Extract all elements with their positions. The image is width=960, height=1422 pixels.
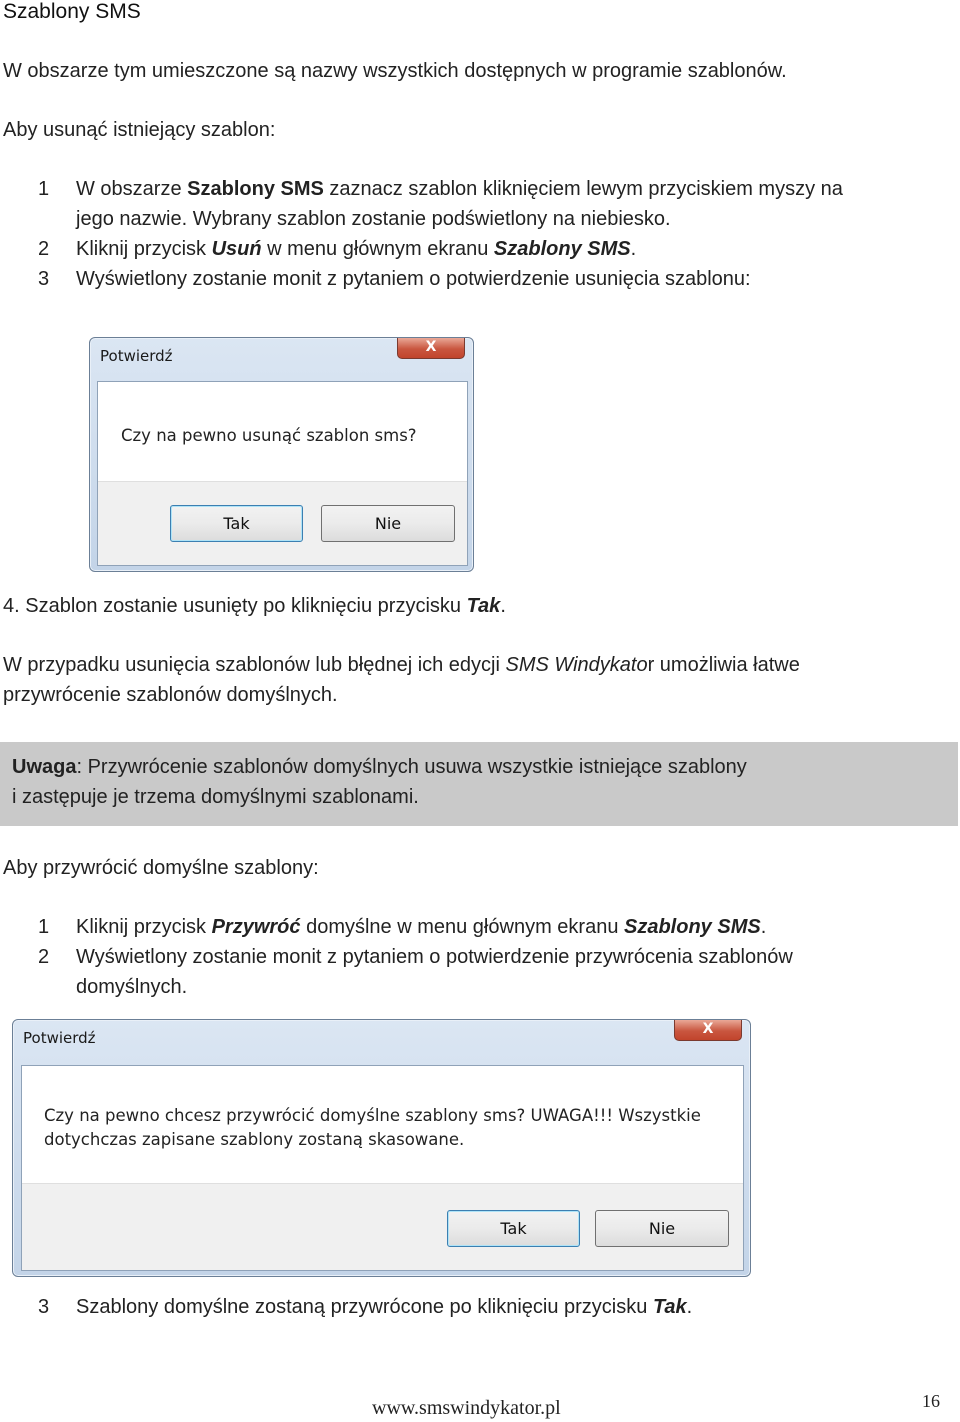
step-text: Kliknij przycisk bbox=[76, 238, 212, 260]
step-text: . bbox=[760, 916, 767, 938]
close-icon[interactable]: X bbox=[674, 1020, 742, 1041]
step-text: w menu głównym ekranu bbox=[261, 238, 494, 260]
close-icon[interactable]: X bbox=[397, 338, 465, 359]
note-box bbox=[0, 742, 958, 826]
step-text: W obszarze bbox=[76, 178, 188, 200]
step-text: . bbox=[500, 595, 506, 617]
step-bold: Szablony SMS bbox=[187, 178, 324, 200]
step-number: 1 bbox=[38, 916, 50, 938]
delete-step-4 bbox=[3, 591, 506, 621]
dialog-message-line-2: dotychczas zapisane szablony zostaną skasowane. bbox=[44, 1130, 465, 1149]
confirm-delete-dialog bbox=[89, 337, 474, 572]
delete-heading: Aby usunąć istniejący szablon: bbox=[3, 119, 276, 141]
restore-info-line-1 bbox=[3, 650, 800, 680]
step-bold-italic: Szablony SMS bbox=[624, 916, 761, 938]
step-bold-italic: Szablony SMS bbox=[493, 238, 631, 260]
note-line-2: i zastępuje je trzema domyślnymi szablonami. bbox=[12, 786, 419, 808]
page-title: Szablony SMS bbox=[3, 0, 141, 23]
text: r umożliwia łatwe bbox=[647, 654, 800, 676]
intro-paragraph: W obszarze tym umieszczone są nazwy wszystkich dostępnych w programie szablonów. bbox=[3, 60, 787, 82]
text: W przypadku usunięcia szablonów lub błędnej ich edycji bbox=[3, 654, 506, 676]
note-label: Uwaga bbox=[12, 756, 77, 778]
step-number: 2 bbox=[38, 946, 50, 968]
restore-info-line-2: przywrócenie szablonów domyślnych. bbox=[3, 684, 338, 706]
delete-step-1 bbox=[38, 174, 843, 204]
step-text: . bbox=[686, 1296, 693, 1318]
confirm-restore-dialog bbox=[12, 1019, 751, 1277]
page-number: 16 bbox=[922, 1391, 940, 1411]
dialog-caption: Potwierdź bbox=[23, 1029, 96, 1047]
dialog-caption: Potwierdź bbox=[100, 347, 173, 365]
step-text: zaznacz szablon kliknięciem lewym przyciskiem myszy na bbox=[323, 178, 843, 200]
step-text: Szablony domyślne zostaną przywrócone po kliknięciu przycisku bbox=[76, 1296, 653, 1318]
dialog-message: Czy na pewno usunąć szablon sms? bbox=[121, 426, 417, 445]
step-text: Wyświetlony zostanie monit z pytaniem o potwierdzenie przywrócenia szablonów bbox=[76, 946, 793, 968]
step-text: Kliknij przycisk bbox=[76, 916, 212, 938]
step-number: 3 bbox=[38, 1296, 50, 1318]
dialog-message-line-1: Czy na pewno chcesz przywrócić domyślne szablony sms? UWAGA!!! Wszystkie bbox=[44, 1106, 701, 1125]
note-line-1 bbox=[12, 752, 747, 782]
step-number: 3 bbox=[38, 268, 50, 290]
no-button[interactable]: Nie bbox=[595, 1210, 729, 1247]
step-text: Wyświetlony zostanie monit z pytaniem o potwierdzenie usunięcia szablonu: bbox=[76, 268, 751, 290]
yes-button[interactable]: Tak bbox=[447, 1210, 580, 1247]
restore-heading: Aby przywrócić domyślne szablony: bbox=[3, 857, 319, 879]
delete-step-2 bbox=[38, 234, 636, 264]
restore-step-2-continuation: domyślnych. bbox=[76, 976, 188, 998]
step-number: 2 bbox=[38, 238, 50, 260]
delete-step-3 bbox=[38, 264, 751, 294]
step-bold-italic: Tak bbox=[466, 595, 501, 617]
restore-step-2 bbox=[38, 942, 793, 972]
restore-step-3 bbox=[38, 1292, 692, 1322]
note-text: : Przywrócenie szablonów domyślnych usuwa wszystkie istniejące szablony bbox=[76, 756, 747, 778]
step-text: domyślne w menu głównym ekranu bbox=[300, 916, 624, 938]
step-number: 1 bbox=[38, 178, 50, 200]
step-bold-italic: Przywróć bbox=[211, 916, 301, 938]
step-text: 4. Szablon zostanie usunięty po kliknięciu przycisku bbox=[3, 595, 467, 617]
yes-button[interactable]: Tak bbox=[170, 505, 303, 542]
no-button[interactable]: Nie bbox=[321, 505, 455, 542]
restore-step-1 bbox=[38, 912, 766, 942]
step-bold-italic: Usuń bbox=[211, 238, 262, 260]
product-name: SMS Windykato bbox=[505, 654, 648, 676]
step-text: . bbox=[630, 238, 637, 260]
step-bold-italic: Tak bbox=[652, 1296, 687, 1318]
delete-step-1-continuation: jego nazwie. Wybrany szablon zostanie podświetlony na niebiesko. bbox=[76, 208, 671, 230]
footer-url[interactable]: www.smswindykator.pl bbox=[372, 1397, 561, 1419]
